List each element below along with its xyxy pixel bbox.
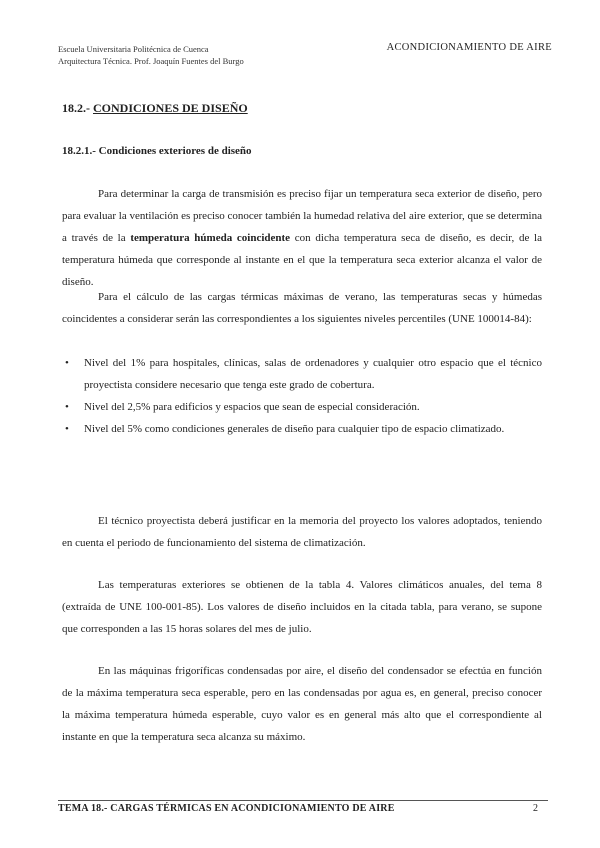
bullet-icon: • (65, 401, 69, 413)
list-item: • Nivel del 2,5% para edificios y espacios que sean de especial consideración. (62, 396, 542, 418)
paragraph-2: Para el cálculo de las cargas térmicas máximas de verano, las temperaturas secas y húmedas coincidentes a considerar serán las correspondientes a los siguientes niveles percentiles (UNE 100014-84): (62, 291, 542, 325)
bullet-icon: • (65, 423, 69, 435)
section-title: CONDICIONES DE DISEÑO (93, 101, 248, 115)
footer-divider (58, 800, 548, 801)
paragraph-1-text-b: con dicha temperatura seca de diseño, es decir, de la temperatura húmeda que corresponde al instante en el que la temperatura seca exterior alcanza el valor de diseño. (62, 232, 543, 288)
percentile-level-list (62, 352, 542, 440)
header-school: Escuela Universitaria Politécnica de Cuenca (58, 44, 209, 54)
paragraph-1-text-a: Para determinar la carga de transmisión es preciso fijar un temperatura seca exterior de diseño, pero para evaluar la ventilación es preciso conocer también la humedad relativa del aire exterior, que se determina a través de la (62, 188, 542, 244)
section-number: 18.2.- (62, 101, 90, 115)
page-header-institution (58, 43, 244, 67)
list-item: • Nivel del 1% para hospitales, clínicas, salas de ordenadores y cualquier otro espacio que el técnico proyectista considere necesario que tenga este grado de cobertura. (62, 352, 542, 396)
subsection-heading: 18.2.1.- Condiciones exteriores de diseño (62, 145, 252, 157)
section-heading (62, 101, 248, 116)
bullet-icon: • (65, 357, 69, 369)
paragraph-1-bold-term: temperatura húmeda coincidente (130, 232, 291, 244)
paragraph-5: En las máquinas frigoríficas condensadas por aire, el diseño del condensador se efectúa en función de la máxima temperatura seca esperable, pero en las condensadas por agua es, en general, preciso conocer la máxima temperatura húmeda esperable, cuyo valor es en general más alto que el correspondiente al instante en que la temperatura seca alcanza su máximo. (62, 665, 542, 743)
footer-chapter-title: TEMA 18.- CARGAS TÉRMICAS EN ACONDICIONAMIENTO DE AIRE (58, 803, 395, 814)
paragraph-3: El técnico proyectista deberá justificar en la memoria del proyecto los valores adoptados, teniendo en cuenta el periodo de funcionamiento del sistema de climatización. (62, 515, 542, 549)
list-item: • Nivel del 5% como condiciones generales de diseño para cualquier tipo de espacio climatizado. (62, 418, 542, 440)
page-number: 2 (533, 803, 538, 814)
paragraph-4: Las temperaturas exteriores se obtienen de la tabla 4. Valores climáticos anuales, del tema 8 (extraída de UNE 100-001-85). Los valores de diseño incluidos en la citada tabla, para verano, se supone que corresponden a las 15 horas solares del mes de julio. (62, 579, 542, 635)
header-author: Arquitectura Técnica. Prof. Joaquín Fuentes del Burgo (58, 56, 244, 66)
paragraph-1 (62, 183, 542, 293)
page-header-subject: ACONDICIONAMIENTO DE AIRE (386, 42, 552, 53)
